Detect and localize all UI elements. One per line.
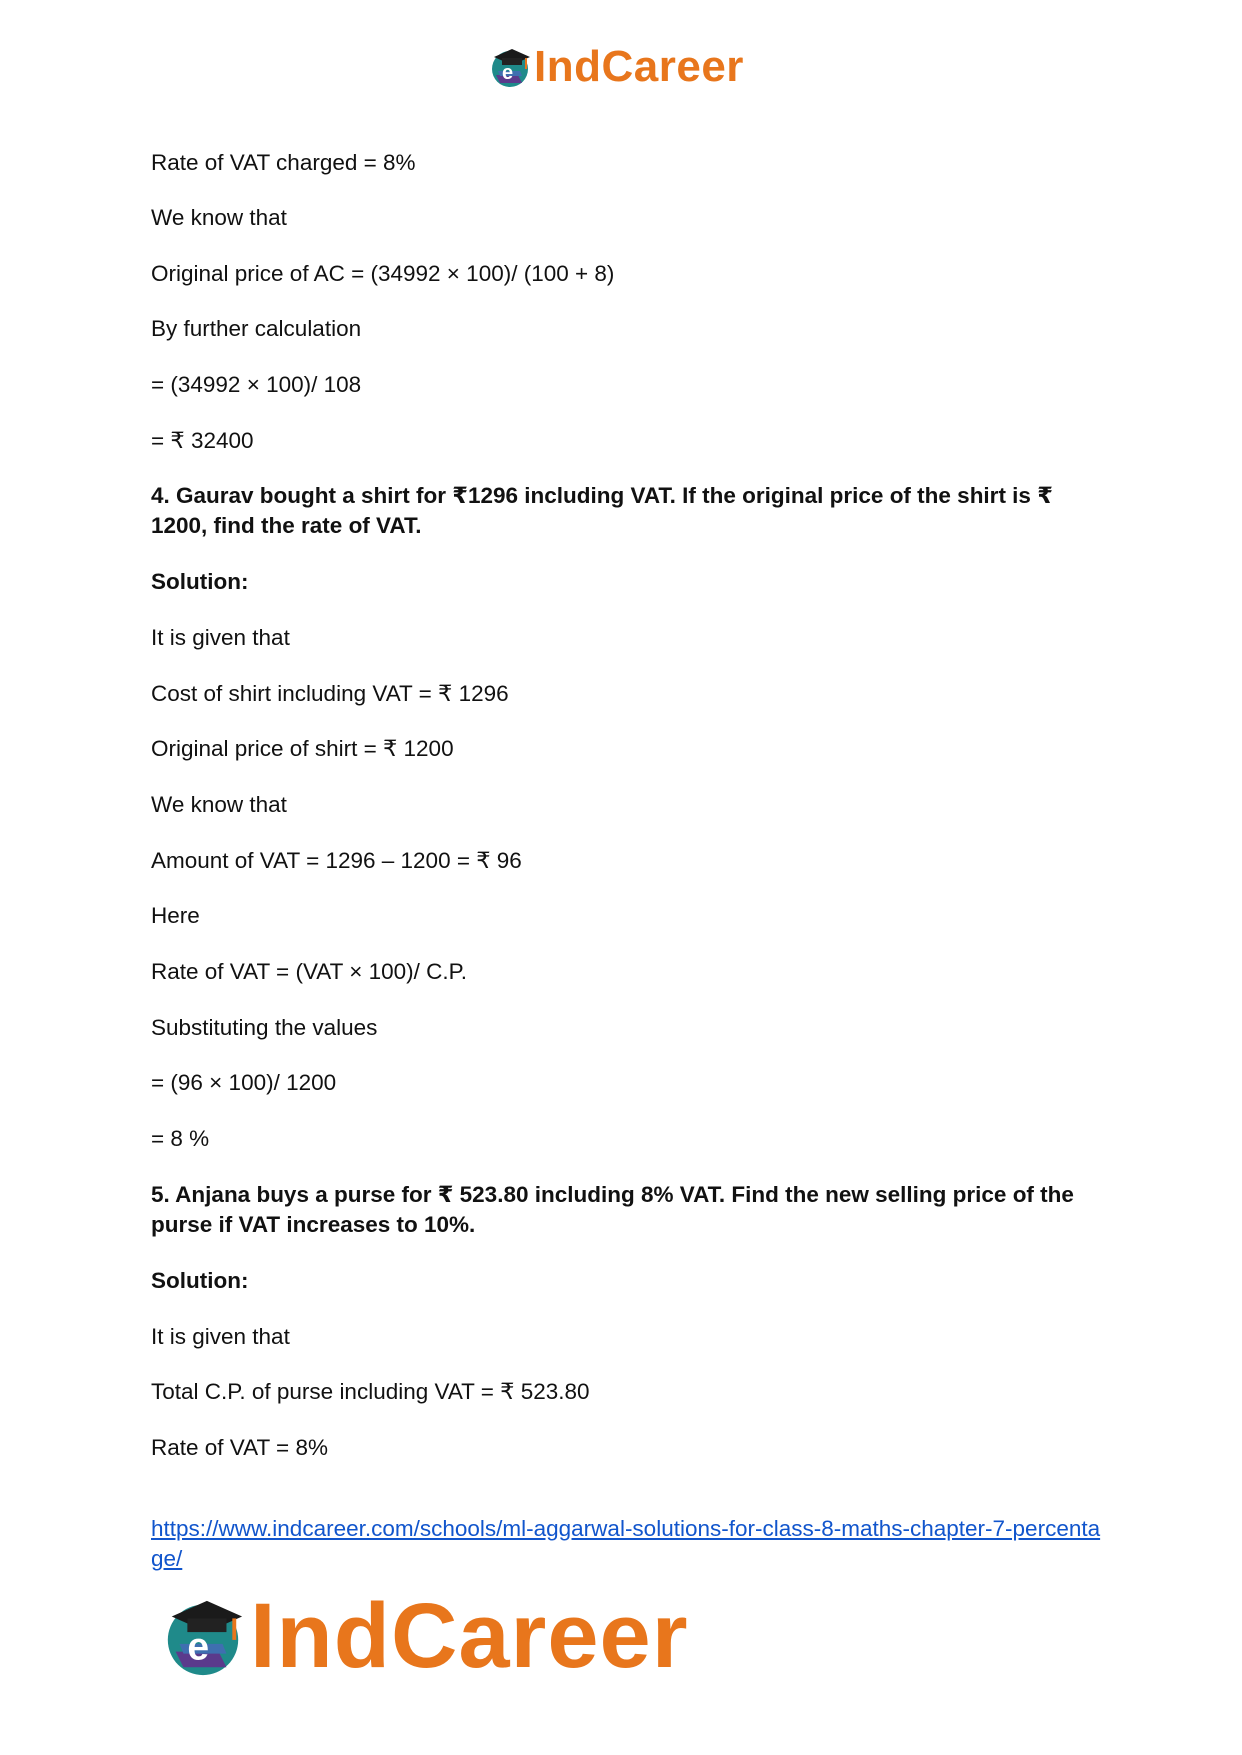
text-line: Amount of VAT = 1296 – 1200 = ₹ 96 bbox=[151, 848, 522, 873]
logo-text: IndCareer bbox=[534, 42, 744, 91]
text-line: By further calculation bbox=[151, 316, 362, 341]
text-line: Rate of VAT charged = 8% bbox=[151, 150, 416, 175]
header-logo bbox=[488, 40, 744, 94]
solution-heading: Solution: bbox=[151, 569, 249, 594]
footer-logo bbox=[160, 1586, 689, 1686]
text-line: = (34992 × 100)/ 108 bbox=[151, 372, 362, 397]
text-line: Rate of VAT = 8% bbox=[151, 1435, 328, 1460]
text-line: Cost of shirt including VAT = ₹ 1296 bbox=[151, 681, 509, 706]
source-link[interactable]: https://www.indcareer.com/schools/ml-aggarwal-solutions-for-class-8-maths-chapter-7-percentage/ bbox=[151, 1516, 1101, 1571]
solution-heading: Solution: bbox=[151, 1268, 249, 1293]
graduation-cap-book-icon bbox=[488, 45, 532, 89]
text-line: We know that bbox=[151, 792, 287, 817]
svg-text:e: e bbox=[187, 1625, 210, 1669]
svg-text:e: e bbox=[502, 62, 514, 84]
text-line: It is given that bbox=[151, 1324, 290, 1349]
text-line: We know that bbox=[151, 205, 287, 230]
text-line: Rate of VAT = (VAT × 100)/ C.P. bbox=[151, 959, 467, 984]
text-line: = 8 % bbox=[151, 1126, 210, 1151]
question-4: 4. Gaurav bought a shirt for ₹1296 including VAT. If the original price of the shirt is ₹ 1200, find the rate of VAT. bbox=[151, 483, 1053, 538]
text-line: = ₹ 32400 bbox=[151, 428, 254, 453]
text-line: It is given that bbox=[151, 625, 290, 650]
text-line: Total C.P. of purse including VAT = ₹ 523.80 bbox=[151, 1379, 590, 1404]
graduation-cap-book-icon bbox=[160, 1593, 246, 1679]
text-line: Original price of shirt = ₹ 1200 bbox=[151, 736, 454, 761]
text-line: = (96 × 100)/ 1200 bbox=[151, 1070, 337, 1095]
text-line: Substituting the values bbox=[151, 1015, 378, 1040]
text-line: Here bbox=[151, 903, 200, 928]
text-line: Original price of AC = (34992 × 100)/ (100 + 8) bbox=[151, 261, 615, 286]
question-5: 5. Anjana buys a purse for ₹ 523.80 including 8% VAT. Find the new selling price of the purse if VAT increases to 10%. bbox=[151, 1182, 1074, 1237]
logo-text: IndCareer bbox=[250, 1585, 689, 1687]
